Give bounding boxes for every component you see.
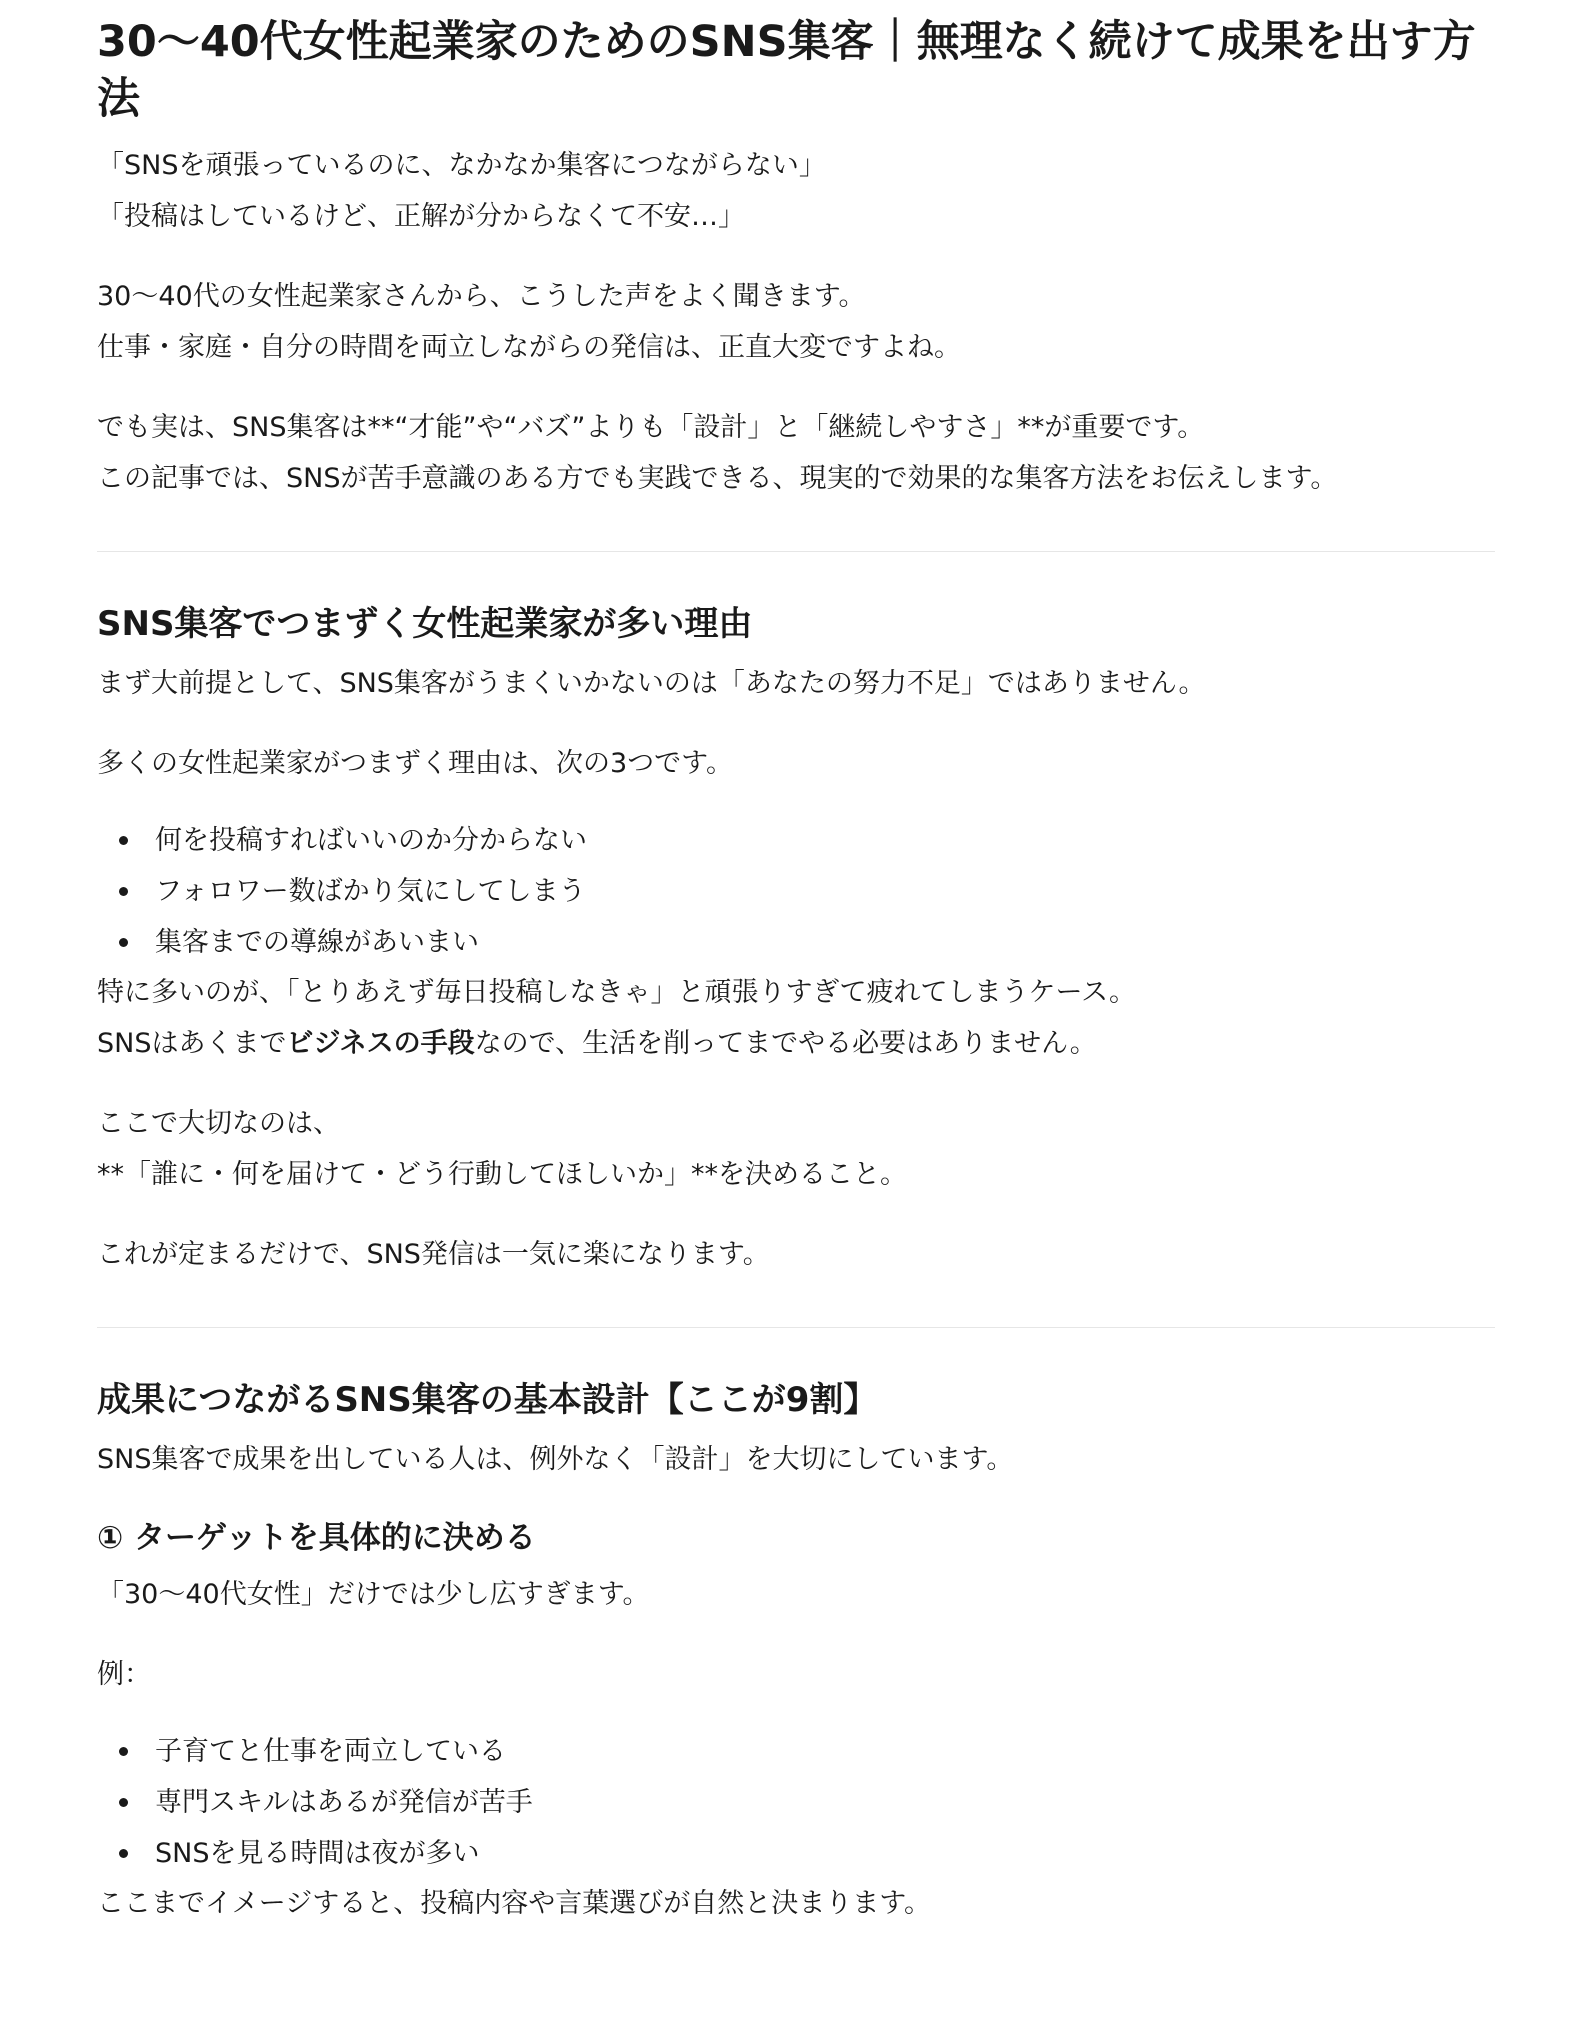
- bullet-icon: [119, 1849, 128, 1858]
- paragraph-line: 「30〜40代女性」だけでは少し広すぎます。: [97, 1579, 650, 1610]
- bullet-icon: [119, 887, 128, 896]
- list-item-text: 子育てと仕事を両立している: [155, 1736, 506, 1767]
- list-item: [97, 1828, 1495, 1879]
- section-divider: [97, 551, 1495, 552]
- paragraph-line: これが定まるだけで、SNS発信は一気に楽になります。: [97, 1239, 770, 1270]
- list-item: [97, 815, 1495, 866]
- list-item: [97, 1777, 1495, 1828]
- intro-paragraph-line: でも実は、SNS集客は**“才能”や“バズ”よりも「設計」と「継続しやすさ」**が重要です。: [97, 412, 1205, 443]
- list-item: [97, 1726, 1495, 1777]
- section-paragraph: [97, 1569, 1495, 1620]
- intro-paragraph-line: この記事では、SNSが苦手意識のある方でも実践できる、現実的で効果的な集客方法をお伝えします。: [97, 463, 1338, 494]
- article-title: 30〜40代女性起業家のためのSNS集客｜無理なく続けて成果を出す方法: [97, 17, 1476, 124]
- section-heading: SNS集客でつまずく女性起業家が多い理由: [97, 604, 753, 644]
- intro-quote-line: 「SNSを頑張っているのに、なかなか集客につながらない」: [97, 150, 826, 181]
- paragraph-line: **「誰に・何を届けて・どう行動してほしいか」**を決めること。: [97, 1159, 907, 1190]
- example-label: [97, 1649, 1495, 1700]
- section-paragraph: [97, 1229, 1495, 1280]
- emphasis-text: ビジネスの手段: [286, 1028, 475, 1059]
- paragraph-line: 特に多いのが、「とりあえず毎日投稿しなきゃ」と頑張りすぎて疲れてしまうケース。: [97, 977, 1136, 1008]
- list-item-text: SNSを見る時間は夜が多い: [155, 1838, 480, 1869]
- paragraph-line: [97, 1018, 1495, 1069]
- section-paragraph: [97, 1878, 1495, 1929]
- list-item: [97, 917, 1495, 968]
- list-item: [97, 866, 1495, 917]
- examples-list: [97, 1726, 1495, 1879]
- intro-paragraph-line: 仕事・家庭・自分の時間を両立しながらの発信は、正直大変ですよね。: [97, 332, 961, 363]
- list-item-text: フォロワー数ばかり気にしてしまう: [155, 876, 586, 907]
- bullet-icon: [119, 1798, 128, 1807]
- section-paragraph: [97, 1434, 1495, 1485]
- list-item-text: 何を投稿すればいいのか分からない: [155, 825, 587, 856]
- bullet-icon: [119, 1747, 128, 1756]
- text-run: SNSはあくまで: [97, 1028, 287, 1059]
- intro-quote-line: 「投稿はしているけど、正解が分からなくて不安…」: [97, 201, 745, 232]
- text-run: なので、生活を削ってまでやる必要はありません。: [474, 1028, 1097, 1059]
- paragraph-line: SNS集客で成果を出している人は、例外なく「設計」を大切にしています。: [97, 1444, 1014, 1475]
- section-divider: [97, 1327, 1495, 1328]
- intro-quotes: [97, 140, 1495, 242]
- paragraph-line: まず大前提として、SNS集客がうまくいかないのは「あなたの努力不足」ではありません。: [97, 668, 1206, 699]
- section-paragraph: [97, 738, 1495, 789]
- subsection-heading: ① ターゲットを具体的に決める: [97, 1520, 536, 1556]
- paragraph-line: 例：: [97, 1659, 151, 1690]
- section-paragraph: [97, 658, 1495, 709]
- bullet-icon: [119, 938, 128, 947]
- section-paragraph: [97, 967, 1495, 1069]
- intro-paragraph: [97, 402, 1495, 504]
- intro-paragraph-line: 30〜40代の女性起業家さんから、こうした声をよく聞きます。: [97, 281, 866, 312]
- list-item-text: 集客までの導線があいまい: [155, 927, 479, 958]
- paragraph-line: ここで大切なのは、: [97, 1108, 340, 1139]
- article-content: [97, 14, 1495, 1929]
- section-paragraph: [97, 1098, 1495, 1200]
- reasons-list: [97, 815, 1495, 968]
- paragraph-line: ここまでイメージすると、投稿内容や言葉選びが自然と決まります。: [97, 1888, 932, 1919]
- bullet-icon: [119, 836, 128, 845]
- list-item-text: 専門スキルはあるが発信が苦手: [155, 1787, 533, 1818]
- section-heading: 成果につながるSNS集客の基本設計【ここが9割】: [97, 1380, 878, 1420]
- intro-paragraph: [97, 271, 1495, 373]
- paragraph-line: 多くの女性起業家がつまずく理由は、次の3つです。: [97, 748, 734, 779]
